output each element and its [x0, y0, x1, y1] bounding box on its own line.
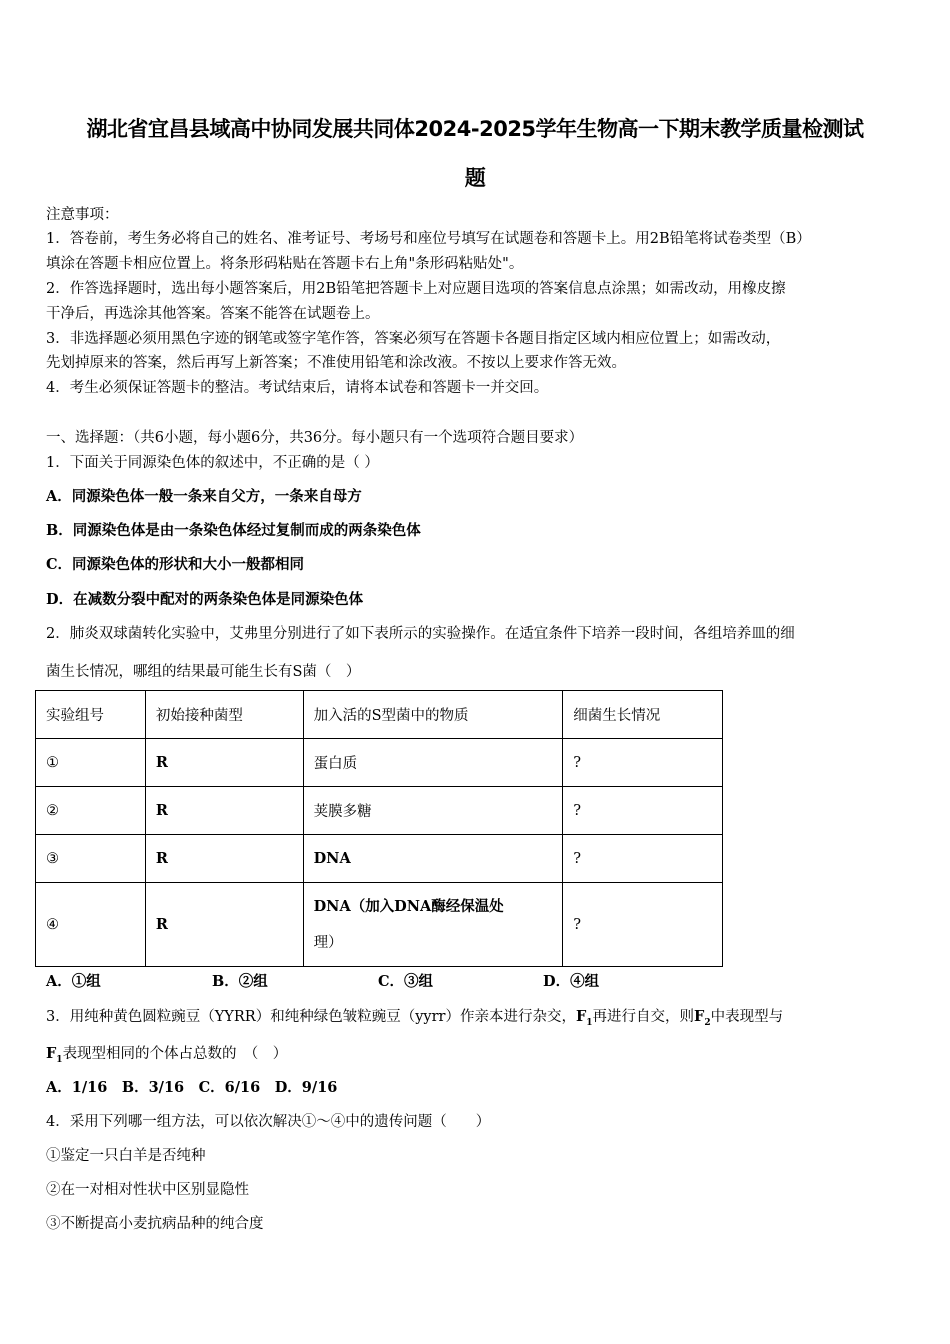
question-1-option-c: C．同源染色体的形状和大小一般都相同 [46, 556, 305, 573]
table-header-cell: 初始接种菌型 [145, 691, 303, 739]
table-cell: R [145, 883, 303, 967]
exam-title-line1: 湖北省宜昌县域高中协同发展共同体2024-2025学年生物高一下期末教学质量检测试 [86, 117, 864, 141]
table-cell: R [145, 787, 303, 835]
question-2-stem-line1: 2．肺炎双球菌转化实验中，艾弗里分别进行了如下表所示的实验操作。在适宜条件下培养一段时间，各组培养皿的细 [46, 626, 795, 642]
table-cell [303, 883, 563, 967]
question-3-stem-line1 [46, 1005, 783, 1028]
question-1-option-b: B．同源染色体是由一条染色体经过复制而成的两条染色体 [46, 522, 421, 539]
notes-line: 1．答卷前，考生务必将自己的姓名、准考证号、考场号和座位号填写在试题卷和答题卡上。用2B铅笔将试卷类型（B） [46, 231, 811, 247]
table-row [36, 883, 723, 967]
table-cell: DNA [303, 835, 563, 883]
table-cell-line: DNA（加入DNA酶经保温处 [313, 897, 504, 915]
question-3-text: 中表现型与 [710, 1009, 784, 1025]
section-heading: 一、选择题：（共6小题，每小题6分，共36分。每小题只有一个选项符合题目要求） [46, 430, 584, 446]
f1-symbol: $F_1$ [575, 1008, 593, 1028]
table-row [36, 835, 723, 883]
question-4-item: ②在一对相对性状中区别显隐性 [46, 1182, 249, 1198]
question-3-text: 表现型相同的个体占总数的 （ ） [62, 1046, 288, 1062]
question-2-option-a: A．①组 [46, 973, 101, 990]
table-cell: ② [36, 787, 146, 835]
table-cell: 荚膜多糖 [303, 787, 563, 835]
exam-title-line2: 题 [464, 166, 486, 190]
table-header-row [36, 691, 723, 739]
question-2-option-c: C．③组 [378, 973, 434, 990]
f1-symbol: $F_1$ [46, 1045, 63, 1065]
table-cell: ? [563, 787, 723, 835]
notes-line: 干净后，再选涂其他答案。答案不能答在试题卷上。 [46, 306, 380, 322]
question-2-option-d: D．④组 [543, 973, 600, 990]
question-2-stem-line2: 菌生长情况，哪组的结果最可能生长有S菌（ ） [46, 664, 361, 680]
notes-line: 先划掉原来的答案，然后再写上新答案；不准使用铅笔和涂改液。不按以上要求作答无效。 [46, 355, 626, 371]
table-header-cell: 加入活的S型菌中的物质 [303, 691, 563, 739]
table-header-cell: 细菌生长情况 [563, 691, 723, 739]
notes-line: 4．考生必须保证答题卡的整洁。考试结束后，请将本试卷和答题卡一并交回。 [46, 380, 549, 396]
question-4-item: ①鉴定一只白羊是否纯种 [46, 1148, 206, 1164]
question-3-text: 再进行自交，则 [592, 1009, 695, 1025]
f2-symbol: $F_2$ [694, 1008, 711, 1028]
question-4-stem: 4．采用下列哪一组方法，可以依次解决①～④中的遗传问题（ ） [46, 1114, 491, 1130]
question-3-text: 3．用纯种黄色圆粒豌豆（YYRR）和纯种绿色皱粒豌豆（yyrr）作亲本进行杂交， [46, 1009, 576, 1025]
question-3-stem-line2 [46, 1042, 287, 1065]
table-row [36, 739, 723, 787]
table-cell: ? [563, 739, 723, 787]
table-cell: ④ [36, 883, 146, 967]
table-cell: 蛋白质 [303, 739, 563, 787]
table-cell: ① [36, 739, 146, 787]
notes-heading: 注意事项： [46, 207, 119, 223]
experiment-table [35, 690, 723, 967]
question-1-stem: 1．下面关于同源染色体的叙述中，不正确的是（ ） [46, 455, 379, 471]
notes-line: 填涂在答题卡相应位置上。将条形码粘贴在答题卡右上角"条形码粘贴处"。 [46, 256, 524, 272]
question-1-option-a: A．同源染色体一般一条来自父方，一条来自母方 [46, 488, 362, 505]
table-cell: ③ [36, 835, 146, 883]
question-4-item: ③不断提高小麦抗病品种的纯合度 [46, 1216, 264, 1232]
table-cell: R [145, 835, 303, 883]
table-header-cell: 实验组号 [36, 691, 146, 739]
question-1-option-d: D．在减数分裂中配对的两条染色体是同源染色体 [46, 591, 364, 608]
notes-line: 2．作答选择题时，选出每小题答案后，用2B铅笔把答题卡上对应题目选项的答案信息点涂黑；如需改动，用橡皮擦 [46, 281, 786, 297]
question-3-options: A．1/16 B．3/16 C．6/16 D．9/16 [46, 1079, 338, 1096]
table-cell-line: 理） [313, 934, 343, 951]
notes-line: 3．非选择题必须用黑色字迹的钢笔或签字笔作答，答案必须写在答题卡各题目指定区域内相应位置上；如需改动， [46, 331, 781, 347]
table-cell: R [145, 739, 303, 787]
table-cell: ? [563, 883, 723, 967]
table-cell: ? [563, 835, 723, 883]
question-2-option-b: B．②组 [212, 973, 268, 990]
table-row [36, 787, 723, 835]
